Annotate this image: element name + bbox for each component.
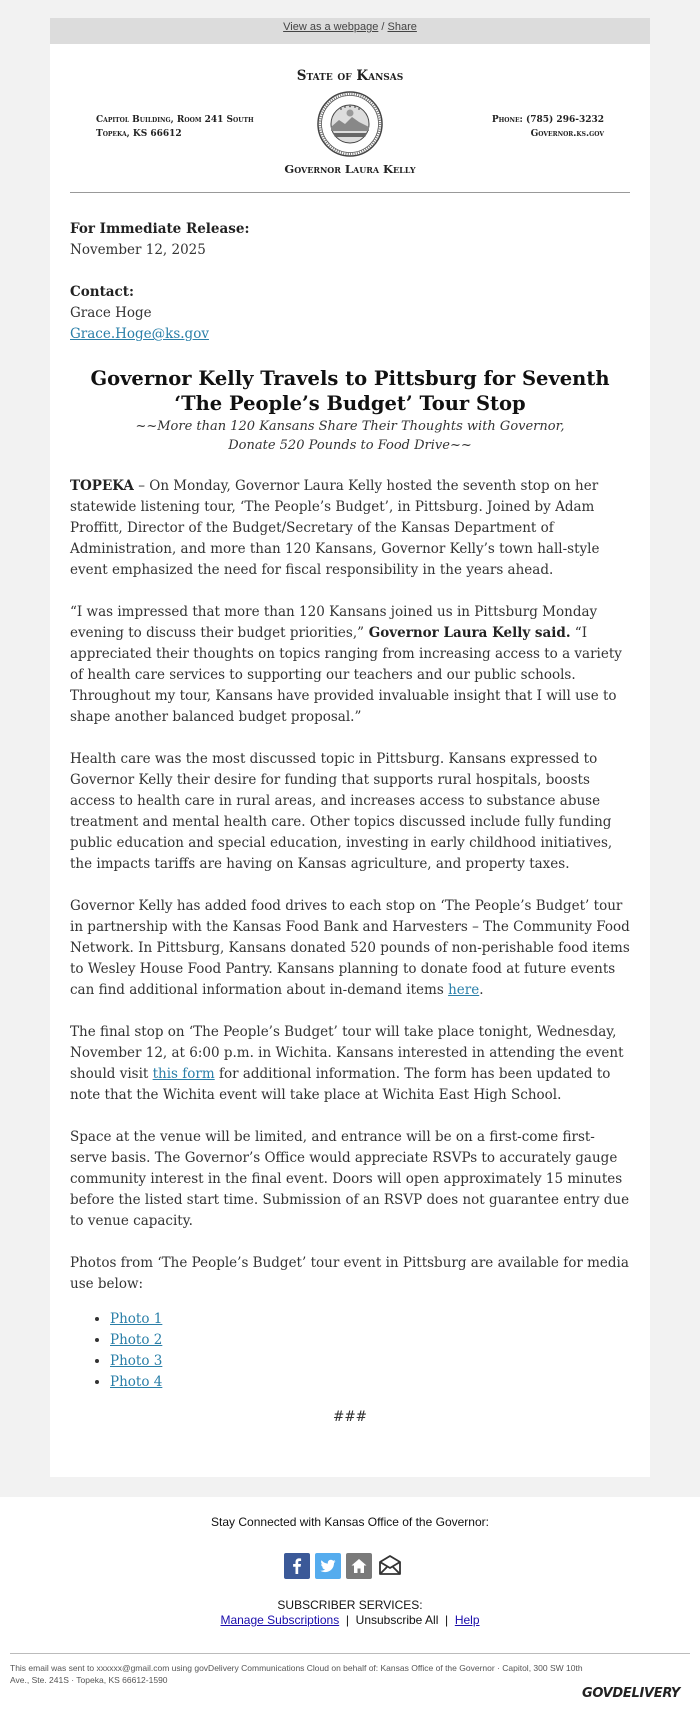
fine-print: This email was sent to xxxxxx@gmail.com using govDelivery Communications Cloud on behalf of: Kansas Office of the Governor · Capitol, 300 SW 10th Ave., Ste. 241S · Topeka, KS 66612-1590 [10,1663,583,1685]
footer-divider [10,1653,690,1654]
photo-link-1[interactable]: Photo 1 [110,1311,163,1327]
speaker-attribution: Governor Laura Kelly said. [364,625,571,641]
photo-link-4[interactable]: Photo 4 [110,1374,163,1390]
contact-email-link[interactable]: Grace.Hoge@ks.gov [70,326,209,342]
stay-connected-text: Stay Connected with Kansas Office of the Governor: [211,1515,489,1529]
letterhead-contact: Phone: (785) 296-3232 Governor.ks.gov [491,115,604,139]
help-link[interactable]: Help [454,1613,480,1627]
rsvp-form-link[interactable]: this form [152,1066,215,1082]
footer [0,1497,700,1721]
unsubscribe-all-text: Unsubscribe All [355,1613,439,1627]
letterhead-governor: Governor Laura Kelly [284,162,416,176]
release-label: For Immediate Release: [70,221,250,237]
list-item [110,1330,630,1351]
paragraph-2: “I was impressed that more than 120 Kansans joined us in Pittsburg Monday evening to discuss their budget priorities,” Governor Laura Kelly said. “I appreciated their thoughts on topics ranging from increasing access to a variety of health care services to supporting our teachers and our public schools. Throughout my tour, Kansans have provided invaluable insight that I will use to shape another balanced budget proposal.” [70,604,622,725]
manage-subscriptions-link[interactable]: Manage Subscriptions [220,1613,340,1627]
end-mark: ### [333,1409,367,1425]
photo-link-3[interactable]: Photo 3 [110,1353,163,1369]
list-item [110,1309,630,1330]
list-item [110,1351,630,1372]
list-item [110,1372,630,1393]
email-body [50,44,650,1477]
contact-name: Grace Hoge [70,305,152,321]
paragraph-7: Photos from ‘The People’s Budget’ tour event in Pittsburg are available for media use below: [70,1255,629,1292]
email-icon[interactable] [377,1553,403,1579]
letterhead-state: State of Kansas [296,68,404,84]
letterhead-address: Capitol Building, Room 241 South Topeka, KS 66612 [96,115,254,139]
state-seal-icon [317,91,383,157]
paragraph-4: Governor Kelly has added food drives to each stop on ‘The People’s Budget’ tour in partnership with the Kansas Food Bank and Harvesters – The Community Food Network. In Pittsburg, Kansans donated 520 pounds of non-perishable food items to Wesley House Food Pantry. Kansans planning to donate food at future events can find additional information about in-demand items here. [70,898,630,998]
letterhead-divider [70,192,630,193]
paragraph-6: Space at the venue will be limited, and entrance will be on a first-come first-serve basis. The Governor’s Office would appreciate RSVPs to accurately gauge community interest in the final event. Doors will open approximately 15 minutes before the listed start time. Submission of an RSVP does not guarantee entry due to venue capacity. [70,1129,630,1229]
facebook-icon[interactable] [284,1553,310,1579]
photo-link-2[interactable]: Photo 2 [110,1332,163,1348]
dateline: TOPEKA [70,478,134,494]
letterhead [50,44,650,194]
home-icon[interactable] [346,1553,372,1579]
in-demand-items-link[interactable]: here [448,982,480,998]
subscriber-services: SUBSCRIBER SERVICES: Manage Subscriptions | Unsubscribe All | Help [220,1598,480,1627]
photo-list [110,1309,630,1393]
paragraph-3: Health care was the most discussed topic in Pittsburg. Kansans expressed to Governor Kelly their desire for funding that supports rural hospitals, boosts access to health care in rural areas, and increases access to substance abuse treatment and mental health care. Other topics discussed include fully funding public education and special education, investing in early childhood initiatives, the impacts tariffs are having on Kansas agriculture, and property taxes. [70,751,613,872]
headline: Governor Kelly Travels to Pittsburg for Seventh ‘The People’s Budget’ Tour Stop [90,367,610,415]
share-link[interactable]: Share [387,21,417,33]
twitter-icon[interactable] [315,1553,341,1579]
subheadline: ~~More than 120 Kansans Share Their Thoughts with Governor, Donate 520 Pounds to Food Drive~~ [135,419,565,453]
social-links [284,1553,403,1579]
contact-label: Contact: [70,284,134,300]
paragraph-1: TOPEKA – On Monday, Governor Laura Kelly hosted the seventh stop on her statewide listening tour, ‘The People’s Budget’, in Pittsburg. Joined by Adam Proffitt, Director of the Budget/Secretary of the Kansas Department of Administration, and more than 120 Kansans, Governor Kelly’s town hall-style event emphasized the need for fiscal responsibility in the years ahead. [70,478,600,578]
press-release [70,219,630,1428]
release-date: November 12, 2025 [70,242,206,258]
topbar-divider: / [381,21,385,33]
contact-block [70,282,630,345]
view-as-webpage-link[interactable]: View as a webpage [283,21,379,33]
paragraph-5: The final stop on ‘The People’s Budget’ tour will take place tonight, Wednesday, November 12, at 6:00 p.m. in Wichita. Kansans interested in attending the event should visit this form for additional information. The form has been updated to note that the Wichita event will take place at Wichita East High School. [70,1024,624,1103]
govdelivery-logo[interactable]: GOVDELIVERY [582,1686,680,1701]
release-block [70,219,630,261]
view-share-bar [50,18,650,44]
